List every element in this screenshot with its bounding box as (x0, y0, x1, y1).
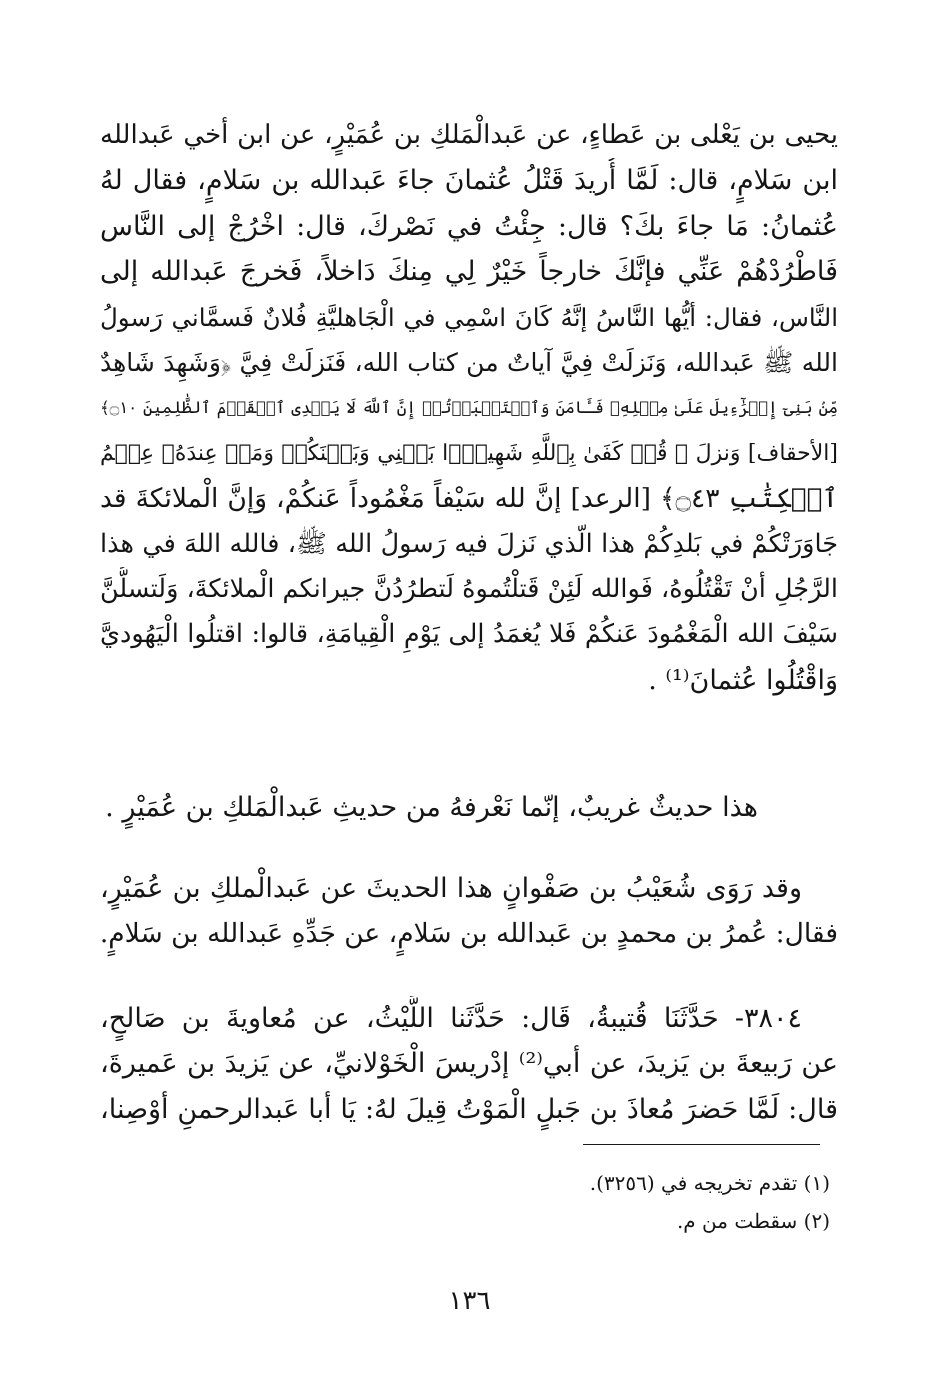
text-line: فَاطْرُدْهُمْ عَنِّي فإنَّكَ خارجاً خَيْرٌ لِي مِنكَ دَاخلاً، فَخرجَ عَبدالله إلى (100, 256, 838, 288)
footnotes (100, 1164, 830, 1240)
text-line: ٣٨٠٤- حَدَّثَنَا قُتيبةُ، قَال: حَدَّثَنا اللَّيْثُ، عن مُعاويةَ بن صَالحٍ، (100, 1003, 802, 1034)
text-line: جَاوَرَتْكُمْ في بَلدِكُمْ هذا الّذي نَزلَ فيه رَسولُ الله ﷺ، فالله اللهَ في هذا (100, 528, 838, 559)
quran-verse-line: ٱلۡكِتَٰبِ ۝٤٣﴾ [الرعد] إنَّ لله سَيْفاً مَغْمُوداً عَنكُمْ، وَإنَّ الْملائكةَ قد (100, 483, 838, 515)
text-line: يحيى بن يَعْلى بن عَطاءٍ، عن عَبدالْمَلكِ بن عُمَيْرٍ، عن ابن أخي عَبدالله (100, 120, 838, 150)
paragraph-grading-note (100, 785, 838, 830)
paragraph-hadith-continuation (100, 113, 838, 703)
text-line: وَاقْتُلُوا عُثمانَ⁽¹⁾ . (648, 664, 838, 696)
text-line: عُثمانُ: مَا جاءَ بكَ؟ قال: جِئْتُ في نَصْركَ، قال: اخْرُجْ إلى النَّاس (100, 210, 838, 242)
page-number: ١٣٦ (448, 1286, 491, 1316)
paragraph-hadith-3804 (100, 996, 838, 1132)
quran-verse-line: مِّنۢ بَنِىٓ إِسۡرَٰٓءِيلَ عَلَىٰ مِثۡلِهِۦ فَـَٔامَنَ وَٱسۡتَكۡبَرۡتُمۡ إِنَّ ٱللَّهَ لَا يَهۡدِى ٱلۡقَوۡمَ ٱلظَّٰلِمِينَ ۝١٠﴾ (100, 398, 838, 418)
quran-verse-line: [الأحقاف] وَنزلَ ﴿ قُلۡ كَفَىٰ بِٱللَّهِ شَهِيدَۢا بَيۡنِي وَبَيۡنَكُمۡ وَمَنۡ عِندَهُۥ عِلۡمُ (100, 440, 838, 466)
text-line: الله ﷺ عَبدالله، وَنَزلَتْ فِيَّ آياتٌ من كتاب الله، فَنَزلَتْ فِيَّ ﴿وَشَهِدَ شَاهِدٌ (100, 347, 838, 377)
footnote-1: (١) تقدم تخريجه في (٣٢٥٦). (589, 1171, 830, 1195)
text-line: سَيْفَ الله الْمَغْمُودَ عَنكُمْ فَلا يُغمَدُ إلى يَوْمِ الْقِيامَةِ، قالوا: اقتلُوا الْيَهُوديَّ (100, 619, 838, 650)
text-line: ابن سَلامٍ، قال: لَمَّا أُريدَ قَتْلُ عُثمانَ جاءَ عَبدالله بن سَلامٍ، فقال لهُ (100, 165, 838, 197)
text-line: هذا حديثٌ غريبٌ، إنّما نَعْرفهُ من حديثِ عَبدالْمَلكِ بن عُمَيْرٍ . (105, 792, 758, 823)
footnote-divider (583, 1144, 820, 1145)
text-line: فقال: عُمرُ بن محمدٍ بن عَبدالله بن سَلامٍ، عن جَدِّهِ عَبدالله بن سَلامٍ. (100, 918, 838, 950)
footnote-2: (٢) سقطت من م. (676, 1209, 830, 1233)
text-line: النَّاس، فقال: أيُّها النَّاسُ إنَّهُ كَانَ اسْمِي في الْجَاهليَّةِ فُلانٌ فَسمَّاني رَسولُ (100, 302, 838, 332)
paragraph-alternate-chain (100, 866, 838, 957)
text-line: عن رَبيعةَ بن يَزيدَ، عن أبي⁽²⁾ إدْريسَ الْخَوْلانيِّ، عن يَزيدَ بن عَميرةَ، (100, 1048, 838, 1080)
text-line: الرَّجُلِ أنْ تَقْتُلُوهُ، فَوالله لَئِنْ قَتلْتُموهُ لَتطرُدُنَّ جيرانكم الْملائكةَ، وَلَتسلُّنَّ (100, 573, 838, 604)
text-line: وقد رَوَى شُعَيْبُ بن صَفْوانٍ هذا الحديثَ عن عَبدالْملكِ بن عُمَيْرٍ، (100, 873, 802, 904)
text-line: قال: لَمَّا حَضرَ مُعاذَ بن جَبلٍ الْمَوْتُ قِيلَ لهُ: يَا أبا عَبدالرحمنِ أوْصِنا، (100, 1093, 838, 1125)
